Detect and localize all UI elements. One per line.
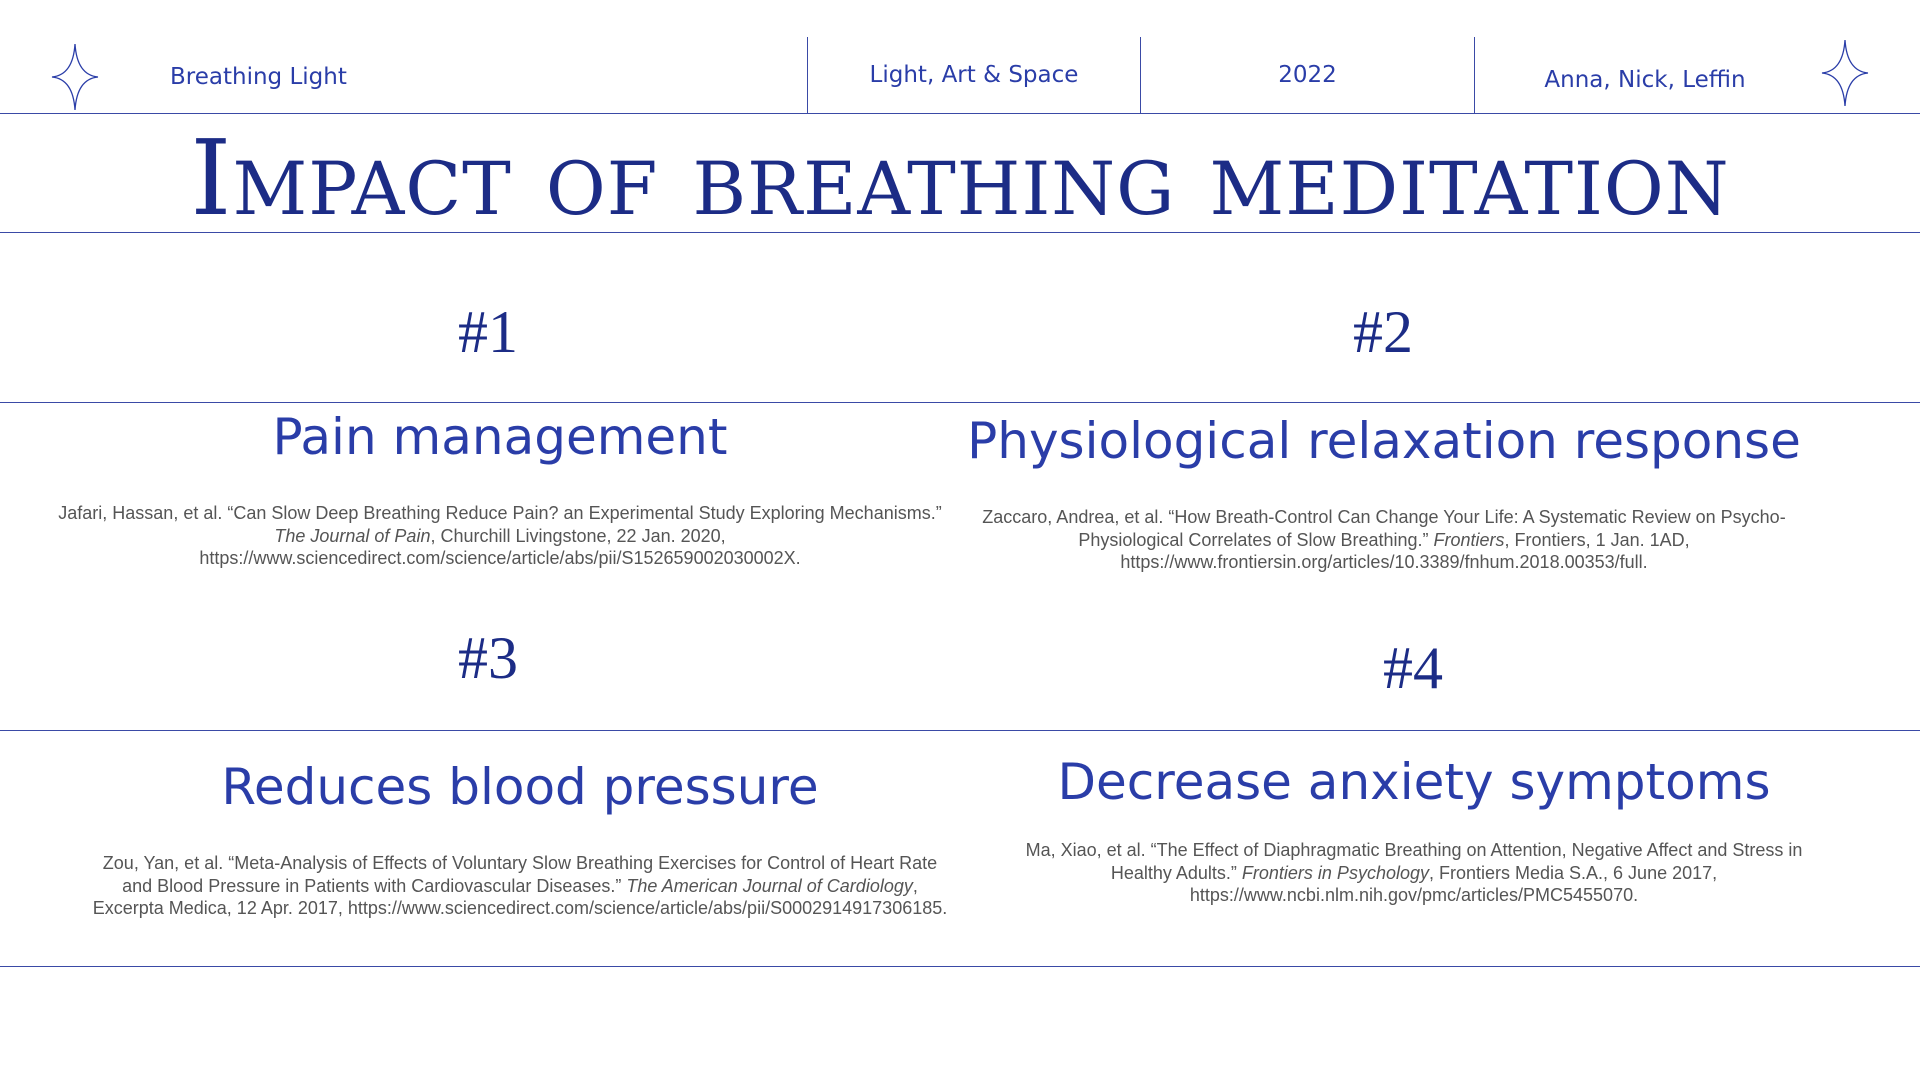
item-heading-1: Pain management <box>272 408 728 466</box>
item-citation-journal-1: The Journal of Pain <box>274 525 431 546</box>
sparkle-star-icon-right <box>1820 38 1870 108</box>
item-citation-journal-4: Frontiers in Psychology <box>1241 862 1429 883</box>
item-citation-journal-2: Frontiers <box>1433 529 1505 550</box>
page-title: Impact of breathing meditation <box>190 117 1730 239</box>
item-number-3: #3 <box>458 625 518 691</box>
row1-divider <box>0 402 1920 403</box>
header-project-name: Breathing Light <box>170 64 347 90</box>
item-citation-journal-3: The American Journal of Cardiology <box>626 875 913 896</box>
item-heading-3: Reduces blood pressure <box>221 758 819 816</box>
item-citation-2: Zaccaro, Andrea, et al. “How Breath-Control Can Change Your Life: A Systematic Review on Psycho-Physiological Correlates of Slow Breathing.” Frontiers, Frontiers, 1 Jan. 1AD, https://www.frontiersin.org/articles/10.3389/fnhum.2018.00353/full. <box>982 507 1786 572</box>
item-number-4: #4 <box>1383 635 1443 701</box>
header-divider <box>0 113 1920 114</box>
header-authors: Anna, Nick, Leffin <box>1544 67 1746 93</box>
item-heading-4: Decrease anxiety symptoms <box>1057 753 1771 811</box>
bottom-divider <box>0 966 1920 967</box>
sparkle-star-icon-left <box>50 42 100 112</box>
item-citation-4: Ma, Xiao, et al. “The Effect of Diaphragmatic Breathing on Attention, Negative Affect and Stress in Healthy Adults.” Frontiers in Psychology, Frontiers Media S.A., 6 June 2017, https://www.ncbi.nlm.nih.gov/pmc/articles/PMC5455070. <box>1025 840 1803 905</box>
item-number-2: #2 <box>1353 299 1413 365</box>
item-number-1: #1 <box>458 299 518 365</box>
header-year: 2022 <box>1278 62 1337 88</box>
item-citation-1: Jafari, Hassan, et al. “Can Slow Deep Breathing Reduce Pain? an Experimental Study Exploring Mechanisms.” The Journal of Pain, Churchill Livingstone, 22 Jan. 2020, https://www.sciencedirect.com/science/article/abs/pii/S152659002030002X. <box>58 503 942 568</box>
item-heading-2: Physiological relaxation response <box>967 412 1801 470</box>
row2-divider <box>0 730 1920 731</box>
item-citation-3: Zou, Yan, et al. “Meta-Analysis of Effects of Voluntary Slow Breathing Exercises for Control of Heart Rate and Blood Pressure in Patients with Cardiovascular Diseases.” The American Journal of Cardiology, Excerpta Medica, 12 Apr. 2017, https://www.sciencedirect.com/science/article/abs/pii/S0002914917306185. <box>92 853 948 918</box>
header-course: Light, Art & Space <box>869 62 1079 88</box>
